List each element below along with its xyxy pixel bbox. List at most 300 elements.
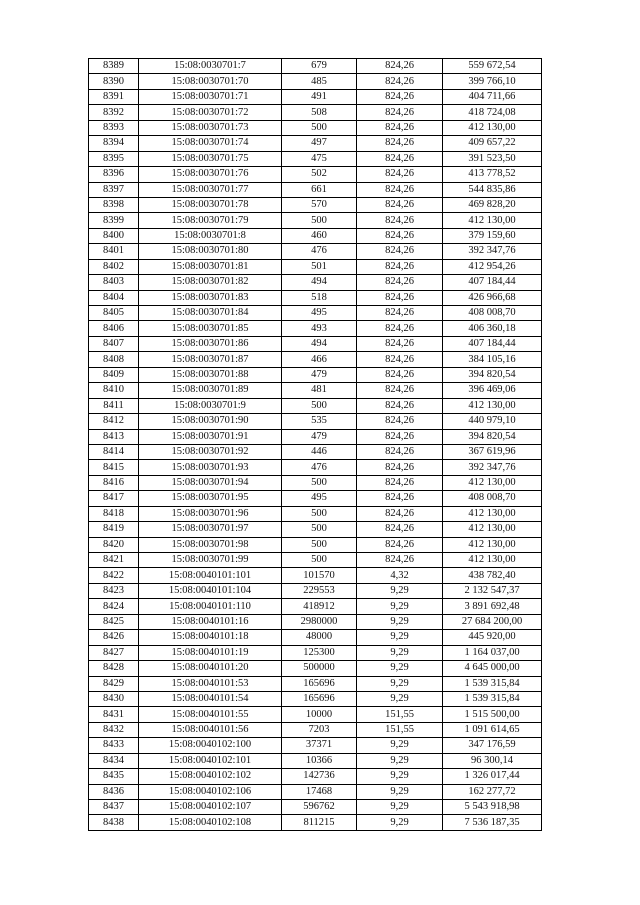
table-row	[89, 537, 542, 552]
table-row	[89, 568, 542, 583]
cadastral-number-cell: 15:08:0030701:78	[139, 197, 282, 212]
cadastral-number-cell: 15:08:0030701:97	[139, 522, 282, 537]
row-number-cell: 8424	[89, 599, 139, 614]
area-cell: 500	[282, 398, 357, 413]
table-row	[89, 738, 542, 753]
table-row	[89, 630, 542, 645]
table-row	[89, 707, 542, 722]
table-row	[89, 336, 542, 351]
row-number-cell: 8400	[89, 228, 139, 243]
area-cell: 500	[282, 537, 357, 552]
cadastral-number-cell: 15:08:0030701:98	[139, 537, 282, 552]
area-cell: 101570	[282, 568, 357, 583]
specific-value-cell: 9,29	[357, 691, 443, 706]
cadastral-value-cell: 2 132 547,37	[443, 583, 542, 598]
specific-value-cell: 824,26	[357, 537, 443, 552]
cadastral-number-cell: 15:08:0030701:76	[139, 167, 282, 182]
specific-value-cell: 824,26	[357, 414, 443, 429]
row-number-cell: 8428	[89, 661, 139, 676]
table-row	[89, 522, 542, 537]
row-number-cell: 8406	[89, 321, 139, 336]
row-number-cell: 8390	[89, 74, 139, 89]
area-cell: 500	[282, 506, 357, 521]
specific-value-cell: 9,29	[357, 661, 443, 676]
row-number-cell: 8393	[89, 120, 139, 135]
row-number-cell: 8411	[89, 398, 139, 413]
cadastral-value-cell: 7 536 187,35	[443, 815, 542, 830]
specific-value-cell: 824,26	[357, 336, 443, 351]
cadastral-value-cell: 412 954,26	[443, 259, 542, 274]
row-number-cell: 8394	[89, 136, 139, 151]
row-number-cell: 8437	[89, 800, 139, 815]
cadastral-number-cell: 15:08:0030701:81	[139, 259, 282, 274]
row-number-cell: 8414	[89, 444, 139, 459]
cadastral-value-cell: 5 543 918,98	[443, 800, 542, 815]
area-cell: 679	[282, 59, 357, 74]
cadastral-value-cell: 438 782,40	[443, 568, 542, 583]
table-row	[89, 599, 542, 614]
specific-value-cell: 824,26	[357, 352, 443, 367]
specific-value-cell: 4,32	[357, 568, 443, 583]
table-row	[89, 197, 542, 212]
cadastral-value-cell: 379 159,60	[443, 228, 542, 243]
cadastral-number-cell: 15:08:0040102:101	[139, 753, 282, 768]
specific-value-cell: 9,29	[357, 630, 443, 645]
area-cell: 502	[282, 167, 357, 182]
row-number-cell: 8416	[89, 475, 139, 490]
area-cell: 466	[282, 352, 357, 367]
table-row	[89, 136, 542, 151]
cadastral-number-cell: 15:08:0040101:16	[139, 614, 282, 629]
specific-value-cell: 824,26	[357, 475, 443, 490]
table-row	[89, 398, 542, 413]
cadastral-number-cell: 15:08:0030701:73	[139, 120, 282, 135]
specific-value-cell: 824,26	[357, 275, 443, 290]
cadastral-value-cell: 1 326 017,44	[443, 769, 542, 784]
cadastral-value-cell: 412 130,00	[443, 553, 542, 568]
cadastral-number-cell: 15:08:0030701:88	[139, 367, 282, 382]
table-row	[89, 213, 542, 228]
specific-value-cell: 824,26	[357, 213, 443, 228]
area-cell: 500	[282, 475, 357, 490]
table-row	[89, 676, 542, 691]
cadastral-number-cell: 15:08:0030701:72	[139, 105, 282, 120]
area-cell: 48000	[282, 630, 357, 645]
cadastral-number-cell: 15:08:0030701:85	[139, 321, 282, 336]
area-cell: 10366	[282, 753, 357, 768]
table-row	[89, 321, 542, 336]
row-number-cell: 8399	[89, 213, 139, 228]
area-cell: 10000	[282, 707, 357, 722]
cadastral-number-cell: 15:08:0040101:18	[139, 630, 282, 645]
cadastral-number-cell: 15:08:0030701:70	[139, 74, 282, 89]
area-cell: 7203	[282, 722, 357, 737]
row-number-cell: 8410	[89, 383, 139, 398]
table-row	[89, 59, 542, 74]
table-row	[89, 74, 542, 89]
area-cell: 125300	[282, 645, 357, 660]
cadastral-value-cell: 406 360,18	[443, 321, 542, 336]
specific-value-cell: 9,29	[357, 738, 443, 753]
cadastral-number-cell: 15:08:0040102:108	[139, 815, 282, 830]
cadastral-number-cell: 15:08:0030701:7	[139, 59, 282, 74]
row-number-cell: 8407	[89, 336, 139, 351]
specific-value-cell: 824,26	[357, 290, 443, 305]
specific-value-cell: 9,29	[357, 769, 443, 784]
row-number-cell: 8433	[89, 738, 139, 753]
cadastral-number-cell: 15:08:0040101:104	[139, 583, 282, 598]
cadastral-number-cell: 15:08:0030701:94	[139, 475, 282, 490]
specific-value-cell: 824,26	[357, 136, 443, 151]
area-cell: 229553	[282, 583, 357, 598]
table-row	[89, 275, 542, 290]
cadastral-number-cell: 15:08:0030701:89	[139, 383, 282, 398]
table-row	[89, 120, 542, 135]
table-row	[89, 614, 542, 629]
table-row	[89, 105, 542, 120]
cadastral-number-cell: 15:08:0030701:84	[139, 306, 282, 321]
area-cell: 500	[282, 553, 357, 568]
specific-value-cell: 151,55	[357, 722, 443, 737]
cadastral-value-cell: 407 184,44	[443, 275, 542, 290]
cadastral-number-cell: 15:08:0030701:8	[139, 228, 282, 243]
area-cell: 494	[282, 336, 357, 351]
cadastral-number-cell: 15:08:0040102:106	[139, 784, 282, 799]
specific-value-cell: 824,26	[357, 383, 443, 398]
table-row	[89, 228, 542, 243]
area-cell: 501	[282, 259, 357, 274]
area-cell: 165696	[282, 691, 357, 706]
table-row	[89, 290, 542, 305]
row-number-cell: 8434	[89, 753, 139, 768]
cadastral-value-cell: 399 766,10	[443, 74, 542, 89]
table-row	[89, 784, 542, 799]
area-cell: 418912	[282, 599, 357, 614]
table-row	[89, 89, 542, 104]
row-number-cell: 8438	[89, 815, 139, 830]
specific-value-cell: 824,26	[357, 74, 443, 89]
table-row	[89, 506, 542, 521]
cadastral-value-cell: 469 828,20	[443, 197, 542, 212]
area-cell: 508	[282, 105, 357, 120]
area-cell: 494	[282, 275, 357, 290]
specific-value-cell: 824,26	[357, 522, 443, 537]
table-row	[89, 722, 542, 737]
cadastral-number-cell: 15:08:0030701:96	[139, 506, 282, 521]
area-cell: 165696	[282, 676, 357, 691]
table-row	[89, 414, 542, 429]
row-number-cell: 8404	[89, 290, 139, 305]
row-number-cell: 8423	[89, 583, 139, 598]
cadastral-number-cell: 15:08:0030701:92	[139, 444, 282, 459]
table-row	[89, 182, 542, 197]
cadastral-number-cell: 15:08:0040102:102	[139, 769, 282, 784]
row-number-cell: 8405	[89, 306, 139, 321]
specific-value-cell: 824,26	[357, 105, 443, 120]
row-number-cell: 8397	[89, 182, 139, 197]
specific-value-cell: 9,29	[357, 645, 443, 660]
cadastral-number-cell: 15:08:0040102:100	[139, 738, 282, 753]
cadastral-value-cell: 3 891 692,48	[443, 599, 542, 614]
cadastral-number-cell: 15:08:0030701:75	[139, 151, 282, 166]
cadastral-number-cell: 15:08:0030701:93	[139, 460, 282, 475]
cadastral-number-cell: 15:08:0040101:110	[139, 599, 282, 614]
cadastral-value-cell: 413 778,52	[443, 167, 542, 182]
cadastral-value-cell: 559 672,54	[443, 59, 542, 74]
cadastral-number-cell: 15:08:0030701:79	[139, 213, 282, 228]
table-row	[89, 491, 542, 506]
specific-value-cell: 824,26	[357, 89, 443, 104]
area-cell: 2980000	[282, 614, 357, 629]
specific-value-cell: 824,26	[357, 491, 443, 506]
table-row	[89, 444, 542, 459]
specific-value-cell: 824,26	[357, 259, 443, 274]
area-cell: 500	[282, 120, 357, 135]
cadastral-value-cell: 394 820,54	[443, 367, 542, 382]
area-cell: 596762	[282, 800, 357, 815]
cadastral-value-cell: 1 091 614,65	[443, 722, 542, 737]
cadastral-number-cell: 15:08:0040101:53	[139, 676, 282, 691]
row-number-cell: 8408	[89, 352, 139, 367]
row-number-cell: 8432	[89, 722, 139, 737]
specific-value-cell: 824,26	[357, 306, 443, 321]
cadastral-number-cell: 15:08:0030701:77	[139, 182, 282, 197]
cadastral-value-cell: 1 164 037,00	[443, 645, 542, 660]
row-number-cell: 8426	[89, 630, 139, 645]
specific-value-cell: 824,26	[357, 429, 443, 444]
specific-value-cell: 824,26	[357, 460, 443, 475]
table-row	[89, 645, 542, 660]
area-cell: 481	[282, 383, 357, 398]
table-row	[89, 753, 542, 768]
specific-value-cell: 9,29	[357, 614, 443, 629]
cadastral-value-cell: 367 619,96	[443, 444, 542, 459]
cadastral-value-cell: 347 176,59	[443, 738, 542, 753]
cadastral-value-cell: 426 966,68	[443, 290, 542, 305]
specific-value-cell: 824,26	[357, 59, 443, 74]
row-number-cell: 8417	[89, 491, 139, 506]
cadastral-number-cell: 15:08:0030701:87	[139, 352, 282, 367]
table-row	[89, 167, 542, 182]
specific-value-cell: 9,29	[357, 676, 443, 691]
table-row	[89, 429, 542, 444]
row-number-cell: 8389	[89, 59, 139, 74]
table-row	[89, 259, 542, 274]
row-number-cell: 8402	[89, 259, 139, 274]
row-number-cell: 8427	[89, 645, 139, 660]
area-cell: 500000	[282, 661, 357, 676]
cadastral-number-cell: 15:08:0040101:54	[139, 691, 282, 706]
cadastral-number-cell: 15:08:0040101:56	[139, 722, 282, 737]
cadastral-number-cell: 15:08:0030701:74	[139, 136, 282, 151]
specific-value-cell: 9,29	[357, 784, 443, 799]
area-cell: 446	[282, 444, 357, 459]
cadastral-value-cell: 412 130,00	[443, 120, 542, 135]
specific-value-cell: 824,26	[357, 197, 443, 212]
cadastral-value-cell: 409 657,22	[443, 136, 542, 151]
cadastral-value-cell: 392 347,76	[443, 244, 542, 259]
cadastral-number-cell: 15:08:0040101:19	[139, 645, 282, 660]
row-number-cell: 8396	[89, 167, 139, 182]
cadastral-value-cell: 4 645 000,00	[443, 661, 542, 676]
area-cell: 476	[282, 244, 357, 259]
area-cell: 17468	[282, 784, 357, 799]
row-number-cell: 8436	[89, 784, 139, 799]
area-cell: 476	[282, 460, 357, 475]
table-row	[89, 383, 542, 398]
specific-value-cell: 9,29	[357, 599, 443, 614]
cadastral-value-cell: 412 130,00	[443, 398, 542, 413]
table-row	[89, 691, 542, 706]
cadastral-value-cell: 394 820,54	[443, 429, 542, 444]
row-number-cell: 8395	[89, 151, 139, 166]
cadastral-number-cell: 15:08:0040102:107	[139, 800, 282, 815]
specific-value-cell: 151,55	[357, 707, 443, 722]
table-row	[89, 244, 542, 259]
cadastral-value-cell: 418 724,08	[443, 105, 542, 120]
area-cell: 37371	[282, 738, 357, 753]
row-number-cell: 8413	[89, 429, 139, 444]
row-number-cell: 8415	[89, 460, 139, 475]
row-number-cell: 8398	[89, 197, 139, 212]
table-row	[89, 367, 542, 382]
row-number-cell: 8422	[89, 568, 139, 583]
table-body	[89, 59, 542, 831]
specific-value-cell: 9,29	[357, 583, 443, 598]
cadastral-number-cell: 15:08:0030701:90	[139, 414, 282, 429]
row-number-cell: 8409	[89, 367, 139, 382]
specific-value-cell: 9,29	[357, 753, 443, 768]
specific-value-cell: 824,26	[357, 367, 443, 382]
row-number-cell: 8431	[89, 707, 139, 722]
row-number-cell: 8430	[89, 691, 139, 706]
cadastral-number-cell: 15:08:0030701:82	[139, 275, 282, 290]
row-number-cell: 8419	[89, 522, 139, 537]
cadastral-value-cell: 407 184,44	[443, 336, 542, 351]
cadastral-value-cell: 412 130,00	[443, 475, 542, 490]
area-cell: 485	[282, 74, 357, 89]
row-number-cell: 8403	[89, 275, 139, 290]
specific-value-cell: 824,26	[357, 398, 443, 413]
cadastral-number-cell: 15:08:0030701:99	[139, 553, 282, 568]
table-row	[89, 583, 542, 598]
cadastral-value-cell: 1 539 315,84	[443, 691, 542, 706]
row-number-cell: 8392	[89, 105, 139, 120]
specific-value-cell: 824,26	[357, 182, 443, 197]
cadastral-number-cell: 15:08:0030701:83	[139, 290, 282, 305]
row-number-cell: 8421	[89, 553, 139, 568]
area-cell: 500	[282, 522, 357, 537]
specific-value-cell: 824,26	[357, 167, 443, 182]
row-number-cell: 8429	[89, 676, 139, 691]
row-number-cell: 8391	[89, 89, 139, 104]
cadastral-number-cell: 15:08:0030701:91	[139, 429, 282, 444]
cadastral-value-cell: 544 835,86	[443, 182, 542, 197]
cadastral-value-cell: 412 130,00	[443, 537, 542, 552]
table-row	[89, 306, 542, 321]
area-cell: 535	[282, 414, 357, 429]
cadastral-value-cell: 1 515 500,00	[443, 707, 542, 722]
cadastral-value-cell: 96 300,14	[443, 753, 542, 768]
table-row	[89, 553, 542, 568]
cadastral-number-cell: 15:08:0040101:101	[139, 568, 282, 583]
area-cell: 479	[282, 367, 357, 382]
area-cell: 570	[282, 197, 357, 212]
row-number-cell: 8418	[89, 506, 139, 521]
cadastral-value-table	[88, 58, 542, 831]
area-cell: 811215	[282, 815, 357, 830]
cadastral-value-cell: 384 105,16	[443, 352, 542, 367]
cadastral-value-cell: 391 523,50	[443, 151, 542, 166]
cadastral-value-cell: 27 684 200,00	[443, 614, 542, 629]
row-number-cell: 8425	[89, 614, 139, 629]
row-number-cell: 8435	[89, 769, 139, 784]
table-row	[89, 769, 542, 784]
cadastral-value-cell: 440 979,10	[443, 414, 542, 429]
specific-value-cell: 824,26	[357, 244, 443, 259]
table-row	[89, 661, 542, 676]
table-row	[89, 352, 542, 367]
cadastral-value-cell: 412 130,00	[443, 213, 542, 228]
cadastral-value-cell: 412 130,00	[443, 506, 542, 521]
specific-value-cell: 824,26	[357, 321, 443, 336]
row-number-cell: 8401	[89, 244, 139, 259]
cadastral-value-cell: 396 469,06	[443, 383, 542, 398]
cadastral-number-cell: 15:08:0030701:80	[139, 244, 282, 259]
table-row	[89, 815, 542, 830]
area-cell: 479	[282, 429, 357, 444]
specific-value-cell: 824,26	[357, 151, 443, 166]
area-cell: 500	[282, 213, 357, 228]
row-number-cell: 8412	[89, 414, 139, 429]
cadastral-number-cell: 15:08:0030701:9	[139, 398, 282, 413]
cadastral-value-cell: 412 130,00	[443, 522, 542, 537]
row-number-cell: 8420	[89, 537, 139, 552]
specific-value-cell: 824,26	[357, 444, 443, 459]
area-cell: 475	[282, 151, 357, 166]
cadastral-number-cell: 15:08:0030701:86	[139, 336, 282, 351]
cadastral-value-cell: 408 008,70	[443, 306, 542, 321]
specific-value-cell: 824,26	[357, 120, 443, 135]
table-row	[89, 460, 542, 475]
cadastral-value-cell: 445 920,00	[443, 630, 542, 645]
cadastral-value-cell: 162 277,72	[443, 784, 542, 799]
table-row	[89, 800, 542, 815]
specific-value-cell: 9,29	[357, 800, 443, 815]
specific-value-cell: 824,26	[357, 553, 443, 568]
area-cell: 661	[282, 182, 357, 197]
cadastral-number-cell: 15:08:0030701:95	[139, 491, 282, 506]
cadastral-value-cell: 1 539 315,84	[443, 676, 542, 691]
table-row	[89, 475, 542, 490]
cadastral-value-cell: 404 711,66	[443, 89, 542, 104]
cadastral-number-cell: 15:08:0030701:71	[139, 89, 282, 104]
area-cell: 491	[282, 89, 357, 104]
area-cell: 142736	[282, 769, 357, 784]
cadastral-value-cell: 408 008,70	[443, 491, 542, 506]
area-cell: 497	[282, 136, 357, 151]
table-row	[89, 151, 542, 166]
cadastral-number-cell: 15:08:0040101:55	[139, 707, 282, 722]
area-cell: 493	[282, 321, 357, 336]
area-cell: 460	[282, 228, 357, 243]
cadastral-value-cell: 392 347,76	[443, 460, 542, 475]
cadastral-number-cell: 15:08:0040101:20	[139, 661, 282, 676]
area-cell: 495	[282, 491, 357, 506]
area-cell: 495	[282, 306, 357, 321]
specific-value-cell: 824,26	[357, 228, 443, 243]
area-cell: 518	[282, 290, 357, 305]
